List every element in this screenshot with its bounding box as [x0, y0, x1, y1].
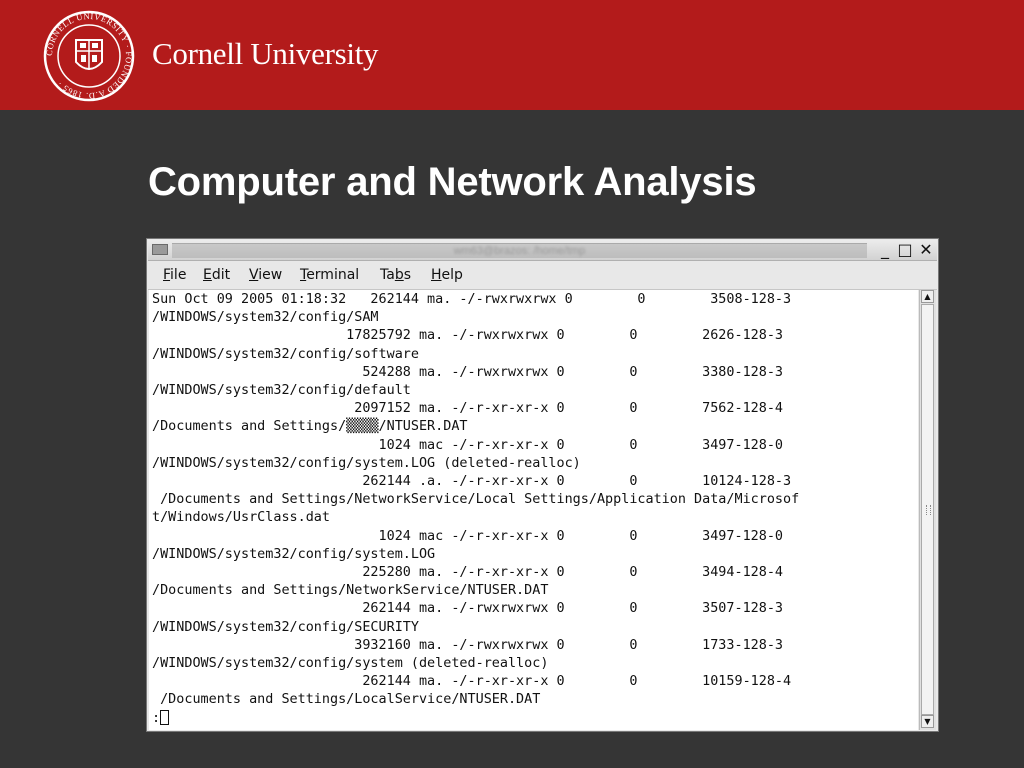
vertical-scrollbar[interactable] — [919, 290, 936, 730]
menu-file[interactable]: File — [163, 267, 187, 283]
minimize-button[interactable]: _ — [881, 240, 889, 259]
output-line: /Documents and Settings/▒▒▒▒/NTUSER.DAT — [152, 419, 468, 435]
output-line: /WINDOWS/system32/config/system.LOG — [152, 546, 436, 562]
output-line: 17825792 ma. -/-rwxrwxrwx 0 0 2626-128-3 — [152, 328, 784, 344]
cornell-seal-logo — [43, 10, 135, 102]
output-line: Sun Oct 09 2005 01:18:32 262144 ma. -/-rwxrwxrwx 0 0 3508-128-3 — [152, 292, 792, 307]
window-titlebar[interactable] — [148, 240, 937, 261]
window-title-area — [172, 243, 867, 258]
output-line: /Documents and Settings/LocalService/NTUSER.DAT — [152, 692, 541, 708]
prompt-text: : — [152, 710, 161, 726]
output-line: 3932160 ma. -/-rwxrwxrwx 0 0 1733-128-3 — [152, 637, 784, 653]
svg-text:CORNELL UNIVERSITY · FOUNDED A: CORNELL UNIVERSITY · FOUNDED A.D. 1865 · — [43, 10, 135, 102]
terminal-output — [149, 290, 918, 728]
scroll-down-arrow-icon[interactable]: ▼ — [921, 715, 934, 728]
close-button[interactable]: ✕ — [919, 240, 933, 259]
output-line: 262144 .a. -/-r-xr-xr-x 0 0 10124-128-3 — [152, 474, 792, 490]
output-line: 1024 mac -/-r-xr-xr-x 0 0 3497-128-0 — [152, 528, 784, 544]
slide-title: Computer and Network Analysis — [148, 160, 757, 204]
output-line: /WINDOWS/system32/config/SAM — [152, 310, 379, 326]
header-banner — [0, 0, 1024, 110]
output-line: /Documents and Settings/NetworkService/Local Settings/Application Data/Microsof — [152, 492, 800, 508]
output-line: t/Windows/UsrClass.dat — [152, 510, 330, 526]
output-line: /Documents and Settings/NetworkService/NTUSER.DAT — [152, 583, 549, 599]
text-cursor — [160, 710, 169, 725]
output-line: 2097152 ma. -/-r-xr-xr-x 0 0 7562-128-4 — [152, 401, 784, 417]
output-line: 262144 ma. -/-r-xr-xr-x 0 0 10159-128-4 — [152, 674, 792, 690]
output-line: 225280 ma. -/-r-xr-xr-x 0 0 3494-128-4 — [152, 565, 784, 581]
scroll-up-arrow-icon[interactable]: ▲ — [921, 290, 934, 303]
window-title: wm63@brazos: /home/tmp — [453, 245, 586, 257]
menu-terminal[interactable]: Terminal — [300, 267, 360, 283]
output-line: /WINDOWS/system32/config/SECURITY — [152, 619, 419, 635]
menu-help[interactable]: Help — [431, 267, 463, 283]
output-line: /WINDOWS/system32/config/system (deleted-realloc) — [152, 656, 549, 672]
output-line: 262144 ma. -/-rwxrwxrwx 0 0 3507-128-3 — [152, 601, 784, 617]
terminal-output-area[interactable] — [149, 290, 918, 730]
output-line: /WINDOWS/system32/config/default — [152, 383, 411, 399]
scroll-grip-icon — [926, 505, 931, 515]
menu-view[interactable]: View — [249, 267, 283, 283]
brand-name: Cornell University — [152, 36, 379, 71]
output-line: /WINDOWS/system32/config/system.LOG (deleted-realloc) — [152, 455, 581, 471]
terminal-icon[interactable] — [152, 244, 168, 255]
output-line: /WINDOWS/system32/config/software — [152, 346, 419, 362]
output-line: 524288 ma. -/-rwxrwxrwx 0 0 3380-128-3 — [152, 364, 784, 380]
menu-edit[interactable]: Edit — [203, 267, 231, 283]
scrollbar-thumb[interactable] — [921, 304, 934, 715]
terminal-window — [146, 238, 939, 732]
menu-tabs[interactable]: Tabs — [380, 267, 412, 283]
output-line: 1024 mac -/-r-xr-xr-x 0 0 3497-128-0 — [152, 437, 784, 453]
menu-bar — [148, 261, 937, 290]
maximize-button[interactable]: □ — [897, 240, 913, 259]
